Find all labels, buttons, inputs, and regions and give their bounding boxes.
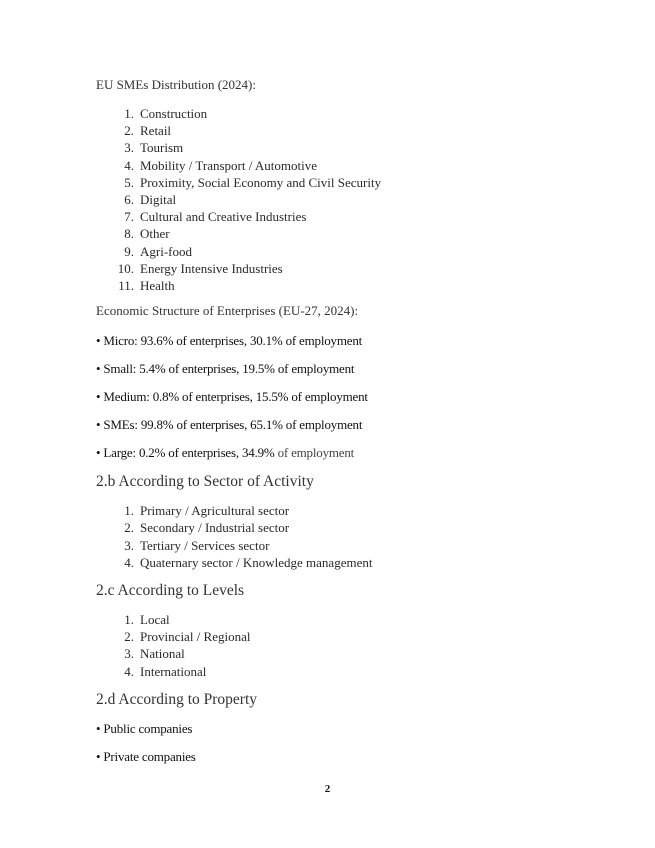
- list-item-label: Construction: [140, 106, 208, 121]
- list-item-label: National: [140, 646, 185, 662]
- property-bullets: [96, 720, 576, 765]
- list-item-label: Provincial / Regional: [140, 629, 251, 645]
- eu-smes-list: [96, 105, 576, 294]
- list-item-number: 4.: [124, 157, 134, 173]
- list-item-label: Secondary / Industrial sector: [140, 520, 290, 536]
- list-item: [96, 611, 576, 628]
- list-item-number: 6.: [124, 192, 134, 208]
- bullet-item: [96, 332, 576, 349]
- list-item-label: Other: [140, 226, 170, 242]
- list-item: [96, 225, 576, 242]
- list-item: [96, 645, 576, 662]
- bullet-text-tail: of employment: [274, 445, 355, 461]
- list-item-label: Cultural and Creative Industries: [140, 209, 307, 225]
- list-item-label: Health: [140, 278, 175, 294]
- list-item: [96, 243, 576, 260]
- list-item-number: 3.: [124, 140, 134, 156]
- bullet-text: • Medium: 0.8% of enterprises, 15.5% of employment: [96, 389, 368, 405]
- list-item-label: Primary / Agricultural sector: [140, 503, 290, 519]
- list-item: [96, 122, 576, 139]
- page-number: 2: [324, 783, 331, 795]
- list-item: [96, 174, 576, 191]
- list-item-number: 2.: [124, 520, 134, 536]
- list-item: [96, 105, 576, 122]
- list-item-number: 10.: [117, 260, 134, 276]
- list-item: [96, 260, 576, 277]
- section-heading-property: 2.d According to Property: [96, 690, 258, 708]
- list-item-number: 3.: [124, 646, 134, 662]
- list-item-number: 1.: [124, 612, 134, 628]
- list-item-number: 8.: [124, 226, 134, 242]
- bullet-text: • Micro: 93.6% of enterprises, 30.1% of employment: [96, 333, 363, 349]
- list-item: [96, 554, 576, 571]
- list-item-number: 1.: [124, 106, 134, 121]
- bullet-text: • Large: 0.2% of enterprises, 34.9%: [96, 445, 275, 461]
- bullet-item: [96, 720, 576, 737]
- list-item-label: Retail: [140, 123, 172, 139]
- economic-structure-title: Economic Structure of Enterprises (EU-27, 2024):: [96, 303, 359, 319]
- list-item-number: 2.: [124, 123, 134, 139]
- list-item: [96, 502, 576, 519]
- list-item-number: 1.: [124, 503, 134, 519]
- bullet-item: [96, 444, 576, 461]
- bullet-text: • Small: 5.4% of enterprises, 19.5% of employment: [96, 361, 355, 377]
- sector-list: [96, 502, 576, 571]
- list-item: [96, 191, 576, 208]
- list-item-number: 9.: [124, 243, 134, 259]
- list-item-label: Proximity, Social Economy and Civil Security: [140, 174, 382, 190]
- bullet-text: • Private companies: [96, 748, 196, 764]
- bullet-item: [96, 416, 576, 433]
- list-item-label: Energy Intensive Industries: [140, 260, 283, 276]
- bullet-text: • SMEs: 99.8% of enterprises, 65.1% of employment: [96, 417, 363, 433]
- list-item: [96, 139, 576, 156]
- bullet-item: [96, 360, 576, 377]
- levels-list: [96, 611, 576, 680]
- list-item-label: Agri-food: [140, 243, 192, 259]
- list-item: [96, 663, 576, 680]
- list-item-number: 4.: [124, 554, 134, 570]
- list-item-label: International: [140, 663, 207, 679]
- list-item: [96, 519, 576, 536]
- list-item-label: Digital: [140, 192, 177, 208]
- bullet-item: [96, 388, 576, 405]
- list-item-number: 5.: [124, 174, 134, 190]
- bullet-text: • Public companies: [96, 720, 193, 736]
- list-item-number: 4.: [124, 663, 134, 679]
- bullet-item: [96, 748, 576, 765]
- list-item-label: Local: [140, 612, 170, 628]
- list-item-number: 2.: [124, 629, 134, 645]
- list-item: [96, 628, 576, 645]
- list-item-number: 7.: [124, 209, 134, 225]
- eu-smes-title: EU SMEs Distribution (2024):: [96, 77, 256, 92]
- list-item-label: Mobility / Transport / Automotive: [140, 157, 317, 173]
- list-item: [96, 537, 576, 554]
- list-item-number: 11.: [118, 278, 134, 294]
- economic-structure-bullets: [96, 332, 576, 461]
- list-item-label: Tertiary / Services sector: [140, 537, 270, 553]
- list-item-label: Tourism: [140, 140, 184, 156]
- list-item: [96, 157, 576, 174]
- list-item: [96, 208, 576, 225]
- list-item-number: 3.: [124, 537, 134, 553]
- list-item: [96, 277, 576, 294]
- list-item-label: Quaternary sector / Knowledge management: [140, 554, 373, 570]
- document-page: [96, 76, 576, 776]
- section-heading-levels: 2.c According to Levels: [96, 582, 245, 600]
- section-heading-sector: 2.b According to Sector of Activity: [96, 473, 314, 491]
